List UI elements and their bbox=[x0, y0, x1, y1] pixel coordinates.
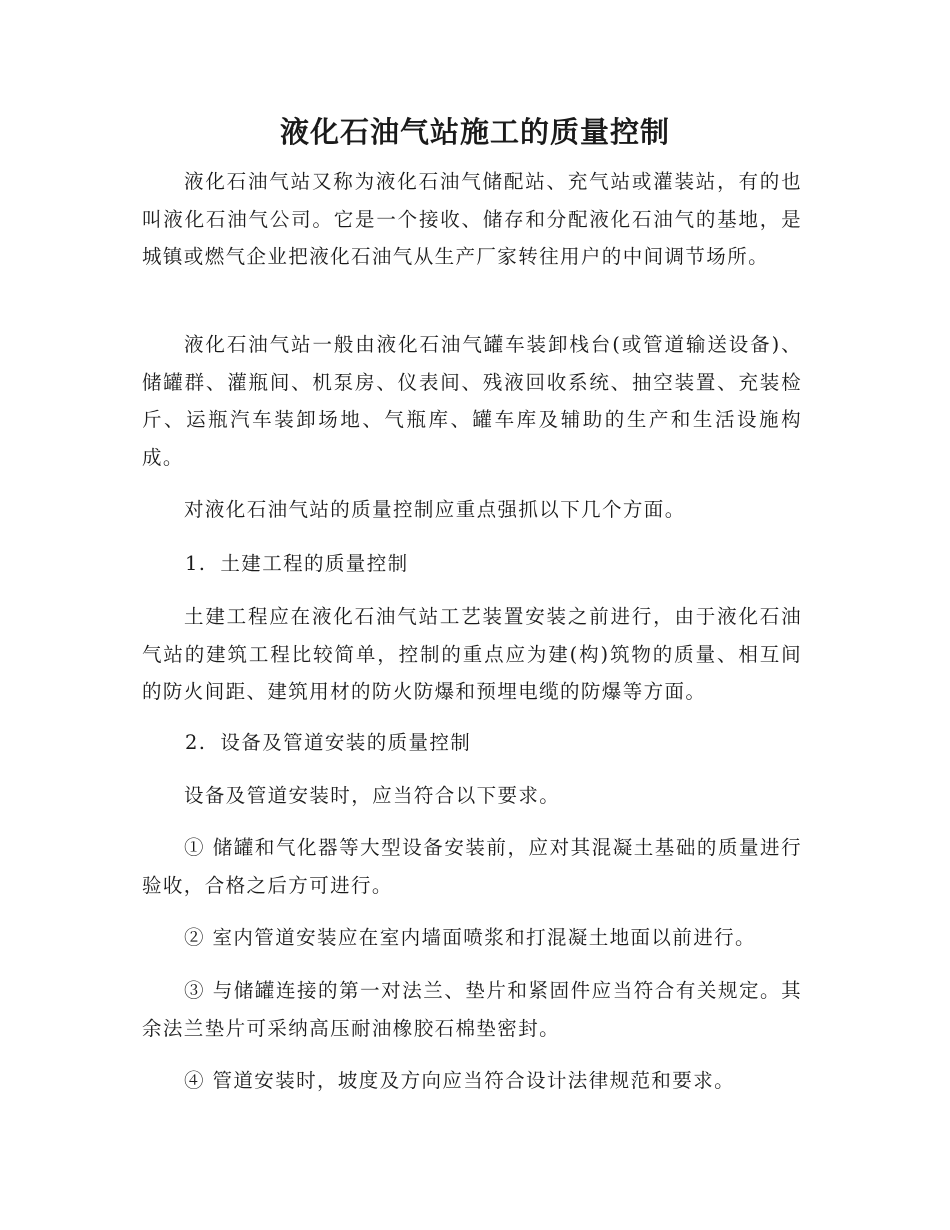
section-number: 1. bbox=[185, 552, 207, 575]
list-item: ③ 与储罐连接的第一对法兰、垫片和紧固件应当符合有关规定。其余法兰垫片可采纳高压耐油橡胶石棉垫密封。 bbox=[142, 979, 802, 1040]
section-heading-installation bbox=[185, 724, 471, 762]
list-item: ④ 管道安装时，坡度及方向应当符合设计法律规范和要求。 bbox=[184, 1069, 735, 1092]
document-title: 液化石油气站施工的质量控制 bbox=[279, 115, 670, 149]
list-item: ① 储罐和气化器等大型设备安装前，应对其混凝土基础的质量进行验收，合格之后方可进行。 bbox=[142, 836, 802, 897]
section-number: 2. bbox=[185, 731, 207, 754]
paragraph-focus: 对液化石油气站的质量控制应重点强抓以下几个方面。 bbox=[184, 498, 686, 521]
section-heading-text: 土建工程的质量控制 bbox=[220, 552, 409, 575]
paragraph-civil-body: 土建工程应在液化石油气站工艺装置安装之前进行，由于液化石油气站的建筑工程比较简单，控制的重点应为建(构)筑物的质量、相互间的防火间距、建筑用材的防火防爆和预埋电缆的防爆等方面。 bbox=[142, 605, 802, 703]
paragraph-installation-intro: 设备及管道安装时，应当符合以下要求。 bbox=[184, 784, 561, 807]
section-heading-civil bbox=[185, 545, 409, 583]
list-item: ② 室内管道安装应在室内墙面喷浆和打混凝土地面以前进行。 bbox=[184, 926, 756, 949]
paragraph-composition: 液化石油气站一般由液化石油气罐车装卸栈台(或管道输送设备)、储罐群、灌瓶间、机泵房、仪表间、残液回收系统、抽空装置、充装检斤、运瓶汽车装卸场地、气瓶库、罐车库及辅助的生产和生活设施构成。 bbox=[142, 333, 802, 469]
section-heading-text: 设备及管道安装的质量控制 bbox=[220, 731, 472, 754]
paragraph-intro: 液化石油气站又称为液化石油气储配站、充气站或灌装站，有的也叫液化石油气公司。它是一个接收、储存和分配液化石油气的基地，是城镇或燃气企业把液化石油气从生产厂家转往用户的中间调节场所。 bbox=[142, 170, 802, 268]
